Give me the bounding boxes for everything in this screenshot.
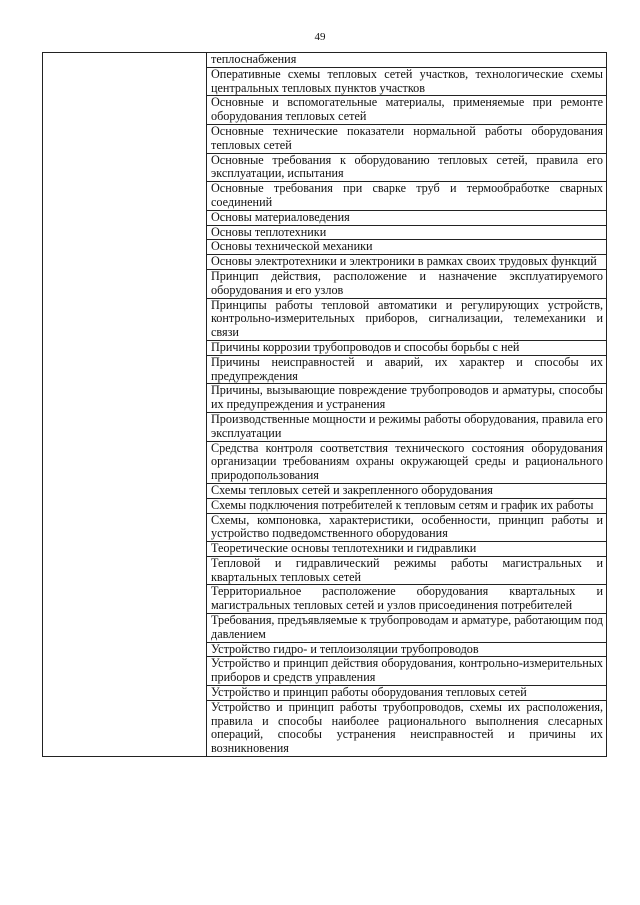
knowledge-item: Схемы подключения потребителей к тепловым сетям и график их работы — [207, 498, 607, 513]
knowledge-item: Основы технической механики — [207, 240, 607, 255]
knowledge-item: Схемы тепловых сетей и закрепленного оборудования — [207, 483, 607, 498]
knowledge-item: Основные и вспомогательные материалы, применяемые при ремонте оборудования тепловых сетей — [207, 96, 607, 125]
requirements-table — [42, 52, 607, 757]
knowledge-item: Устройство и принцип действия оборудования, контрольно-измерительных приборов и средств управления — [207, 657, 607, 686]
knowledge-item: Основные требования при сварке труб и термообработке сварных соединений — [207, 182, 607, 211]
knowledge-item: Производственные мощности и режимы работы оборудования, правила его эксплуатации — [207, 412, 607, 441]
knowledge-item: Территориальное расположение оборудования квартальных и магистральных тепловых сетей и узлов присоединения потребителей — [207, 585, 607, 614]
knowledge-item: Теоретические основы теплотехники и гидравлики — [207, 542, 607, 557]
page-number: 49 — [314, 31, 326, 43]
knowledge-item: Основы материаловедения — [207, 210, 607, 225]
knowledge-item: Основы теплотехники — [207, 225, 607, 240]
knowledge-item: Основы электротехники и электроники в рамках своих трудовых функций — [207, 255, 607, 270]
knowledge-item: Устройство и принцип работы оборудования тепловых сетей — [207, 686, 607, 701]
knowledge-item: Устройство гидро- и теплоизоляции трубопроводов — [207, 642, 607, 657]
knowledge-item: Принцип действия, расположение и назначение эксплуатируемого оборудования и его узлов — [207, 269, 607, 298]
table-body — [43, 53, 607, 757]
knowledge-item: Устройство и принцип работы трубопроводов, схемы их расположения, правила и способы наиболее рационального выполнения слесарных операций, способы устранения неисправностей и причины их возникновения — [207, 700, 607, 756]
knowledge-item: Принципы работы тепловой автоматики и регулирующих устройств, контрольно-измерительных приборов, сигнализации, телемеханики и связи — [207, 298, 607, 340]
knowledge-item: теплоснабжения — [207, 53, 607, 68]
function-column-cell — [43, 53, 207, 757]
knowledge-item: Причины неисправностей и аварий, их характер и способы их предупреждения — [207, 355, 607, 384]
knowledge-item: Основные требования к оборудованию тепловых сетей, правила его эксплуатации, испытания — [207, 153, 607, 182]
knowledge-item: Схемы, компоновка, характеристики, особенности, принцип работы и устройство подведомственного оборудования — [207, 513, 607, 542]
knowledge-item: Основные технические показатели нормальной работы оборудования тепловых сетей — [207, 124, 607, 153]
knowledge-item: Тепловой и гидравлический режимы работы магистральных и квартальных тепловых сетей — [207, 556, 607, 585]
knowledge-item: Причины коррозии трубопроводов и способы борьбы с ней — [207, 340, 607, 355]
knowledge-item: Требования, предъявляемые к трубопроводам и арматуре, работающим под давлением — [207, 614, 607, 643]
knowledge-item: Причины, вызывающие повреждение трубопроводов и арматуры, способы их предупреждения и устранения — [207, 384, 607, 413]
knowledge-item: Средства контроля соответствия технического состояния оборудования организации требованиям охраны окружающей среды и рационального природопользования — [207, 441, 607, 483]
table-row — [43, 53, 607, 68]
knowledge-item: Оперативные схемы тепловых сетей участков, технологические схемы центральных тепловых пунктов участков — [207, 67, 607, 96]
